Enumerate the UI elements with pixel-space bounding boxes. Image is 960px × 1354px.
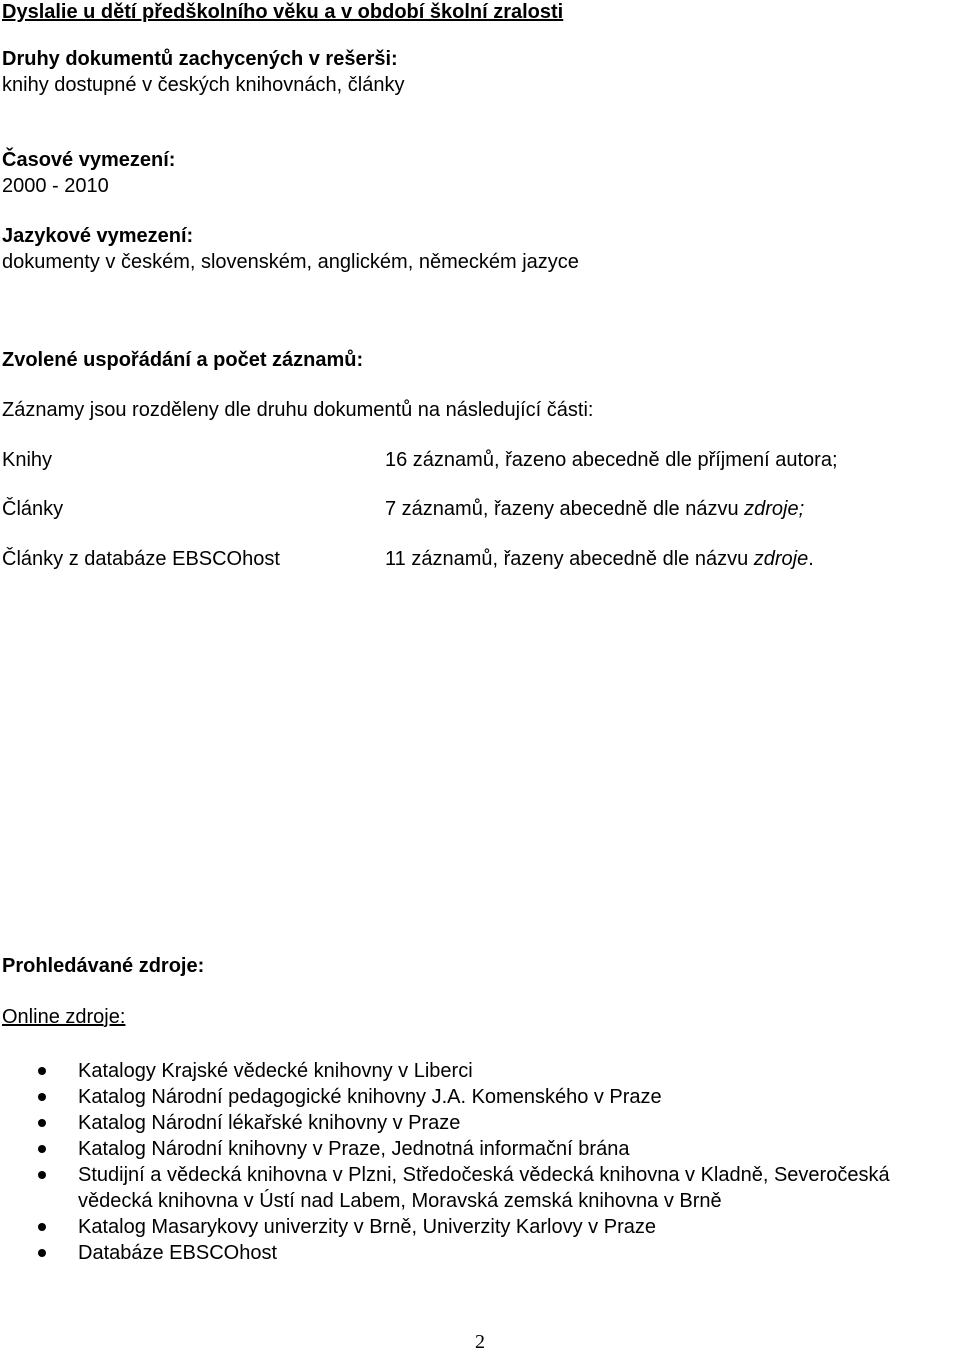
time-range-value: 2000 - 2010 bbox=[2, 175, 109, 197]
list-item: Databáze EBSCOhost bbox=[2, 1240, 958, 1266]
doc-types-value: knihy dostupné v českých knihovnách, články bbox=[2, 74, 405, 96]
list-item: Studijní a vědecká knihovna v Plzni, Středočeská vědecká knihovna v Kladně, Severočeská vědecká knihovna v Ústí nad Labem, Moravská zemská knihovna v Brně bbox=[2, 1162, 958, 1214]
languages-label: Jazykové vymezení: bbox=[2, 225, 194, 247]
sources-list bbox=[2, 1058, 958, 1266]
time-range-label: Časové vymezení: bbox=[2, 149, 176, 171]
list-item: Katalog Národní knihovny v Praze, Jednotná informační brána bbox=[2, 1136, 958, 1162]
document-title: Dyslalie u dětí předškolního věku a v období školní zralosti bbox=[2, 1, 564, 23]
languages-value: dokumenty v českém, slovenském, anglickém, německém jazyce bbox=[2, 251, 579, 273]
online-sources-label: Online zdroje: bbox=[2, 1006, 126, 1028]
list-item: Katalogy Krajské vědecké knihovny v Liberci bbox=[2, 1058, 958, 1084]
document-page bbox=[2, 0, 958, 1351]
arrangement-label: Zvolené uspořádání a počet záznamů: bbox=[2, 349, 364, 371]
doc-types-label: Druhy dokumentů zachycených v rešerši: bbox=[2, 48, 398, 70]
section-name-books: Knihy bbox=[2, 449, 53, 471]
list-item: Katalog Národní pedagogické knihovny J.A. Komenského v Praze bbox=[2, 1084, 958, 1110]
arrangement-intro: Záznamy jsou rozděleny dle druhu dokumentů na následující části: bbox=[2, 399, 594, 421]
section-desc-ebsco-articles: 11 záznamů, řazeny abecedně dle názvu zdroje. bbox=[385, 548, 814, 570]
section-name-ebsco-articles: Články z databáze EBSCOhost bbox=[2, 548, 280, 570]
page-number: 2 bbox=[475, 1331, 485, 1353]
list-item: Katalog Národní lékařské knihovny v Praze bbox=[2, 1110, 958, 1136]
list-item: Katalog Masarykovy univerzity v Brně, Univerzity Karlovy v Praze bbox=[2, 1214, 958, 1240]
sources-label: Prohledávané zdroje: bbox=[2, 955, 205, 977]
section-desc-books: 16 záznamů, řazeno abecedně dle příjmení autora; bbox=[385, 449, 838, 471]
section-desc-articles: 7 záznamů, řazeny abecedně dle názvu zdroje; bbox=[385, 498, 805, 520]
section-name-articles: Články bbox=[2, 498, 64, 520]
